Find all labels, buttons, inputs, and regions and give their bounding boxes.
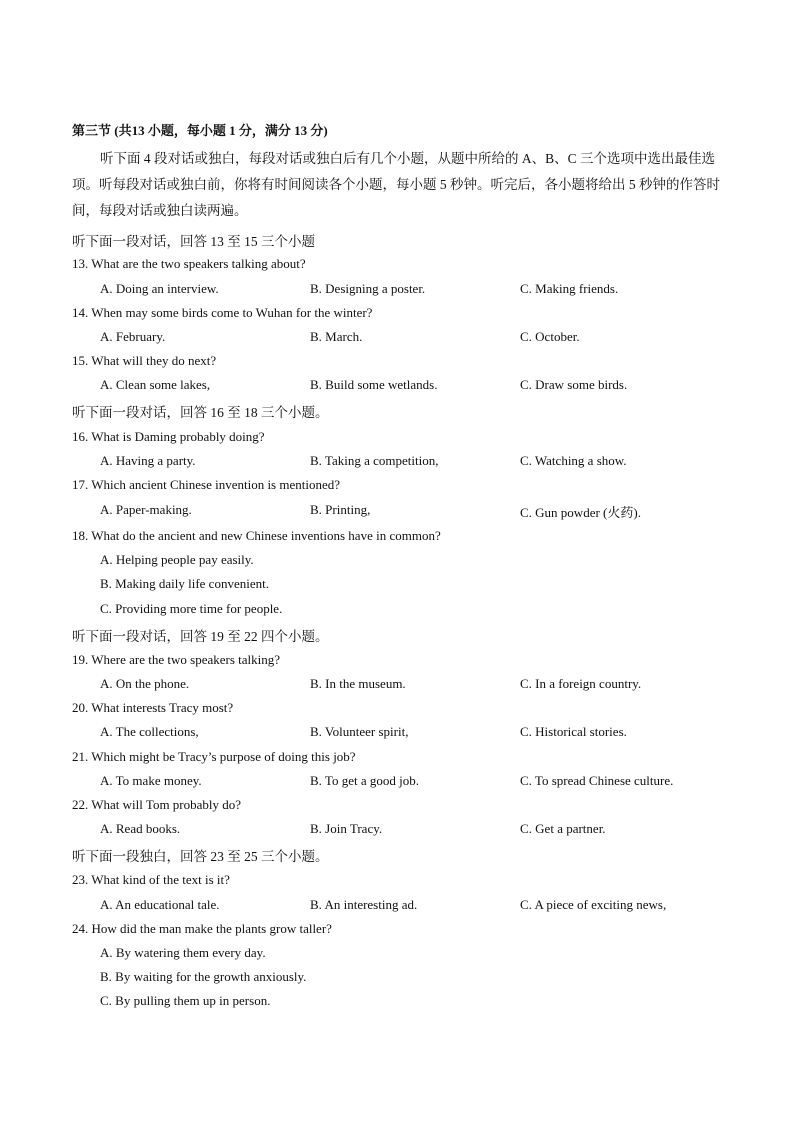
option-b: B. Printing, [310,502,371,517]
question-stem: 17. Which ancient Chinese invention is mentioned? [72,477,341,492]
option-b: B. An interesting ad. [310,897,418,912]
section-instructions: 听下面 4 段对话或独白，每段对话或独白后有几个小题，从题中所给的 A、B、C 三个选项中选出最佳选项。听每段对话或独白前，你将有时间阅读各个小题，每小题 5 秒钟。听完后，各小题将给出 5 秒钟的作答时间，每段对话或独白读两遍。 [72,151,720,218]
option-a: A. Paper-making. [100,502,192,517]
option-b: B. Build some wetlands. [310,377,438,392]
option-b: B. Making daily life convenient. [100,576,269,591]
option-b: B. Designing a poster. [310,281,426,296]
option-a: A. On the phone. [100,676,190,691]
option-a: A. Doing an interview. [100,281,219,296]
option-b: B. In the museum. [310,676,406,691]
option-b: B. By waiting for the growth anxiously. [100,969,307,984]
question-stem: 15. What will they do next? [72,353,217,368]
option-c: C. Get a partner. [520,821,606,836]
question-stem: 22. What will Tom probably do? [72,797,242,812]
option-a: A. By watering them every day. [100,945,266,960]
question-stem: 14. When may some birds come to Wuhan for the winter? [72,305,373,320]
option-a: A. Read books. [100,821,181,836]
option-c: C. Draw some birds. [520,377,628,392]
question-stem: 19. Where are the two speakers talking? [72,652,281,667]
group-heading: 听下面一段独白，回答 23 至 25 三个小题。 [72,849,329,864]
group-heading: 听下面一段对话，回答 13 至 15 三个小题 [72,234,315,249]
question-stem: 18. What do the ancient and new Chinese inventions have in common? [72,528,441,543]
option-a: A. Helping people pay easily. [100,552,254,567]
option-b: B. Taking a competition, [310,453,439,468]
group-heading: 听下面一段对话，回答 16 至 18 三个小题。 [72,405,329,420]
section-title: 第三节 (共13 小题，每小题 1 分，满分 13 分) [72,123,328,138]
option-a: A. To make money. [100,773,202,788]
option-a: A. February. [100,329,166,344]
option-c: C. Historical stories. [520,724,627,739]
option-a: A. The collections, [100,724,199,739]
option-a: A. Clean some lakes, [100,377,211,392]
question-stem: 13. What are the two speakers talking about? [72,256,306,271]
question-stem: 24. How did the man make the plants grow taller? [72,921,332,936]
question-stem: 21. Which might be Tracy’s purpose of doing this job? [72,749,356,764]
question-stem: 16. What is Daming probably doing? [72,429,265,444]
option-b: B. Join Tracy. [310,821,383,836]
option-c: C. To spread Chinese culture. [520,773,674,788]
option-b: B. Volunteer spirit, [310,724,409,739]
option-c: C. In a foreign country. [520,676,642,691]
option-a: A. An educational tale. [100,897,220,912]
question-stem: 20. What interests Tracy most? [72,700,234,715]
question-stem: 23. What kind of the text is it? [72,872,230,887]
option-c: C. A piece of exciting news, [520,897,667,912]
option-a: A. Having a party. [100,453,196,468]
option-c: C. Gun powder (火药). [520,505,641,520]
option-c: C. Providing more time for people. [100,601,283,616]
option-c: C. October. [520,329,580,344]
option-c: C. By pulling them up in person. [100,993,271,1008]
option-b: B. To get a good job. [310,773,419,788]
option-c: C. Watching a show. [520,453,627,468]
group-heading: 听下面一段对话，回答 19 至 22 四个小题。 [72,629,329,644]
option-b: B. March. [310,329,363,344]
option-c: C. Making friends. [520,281,619,296]
